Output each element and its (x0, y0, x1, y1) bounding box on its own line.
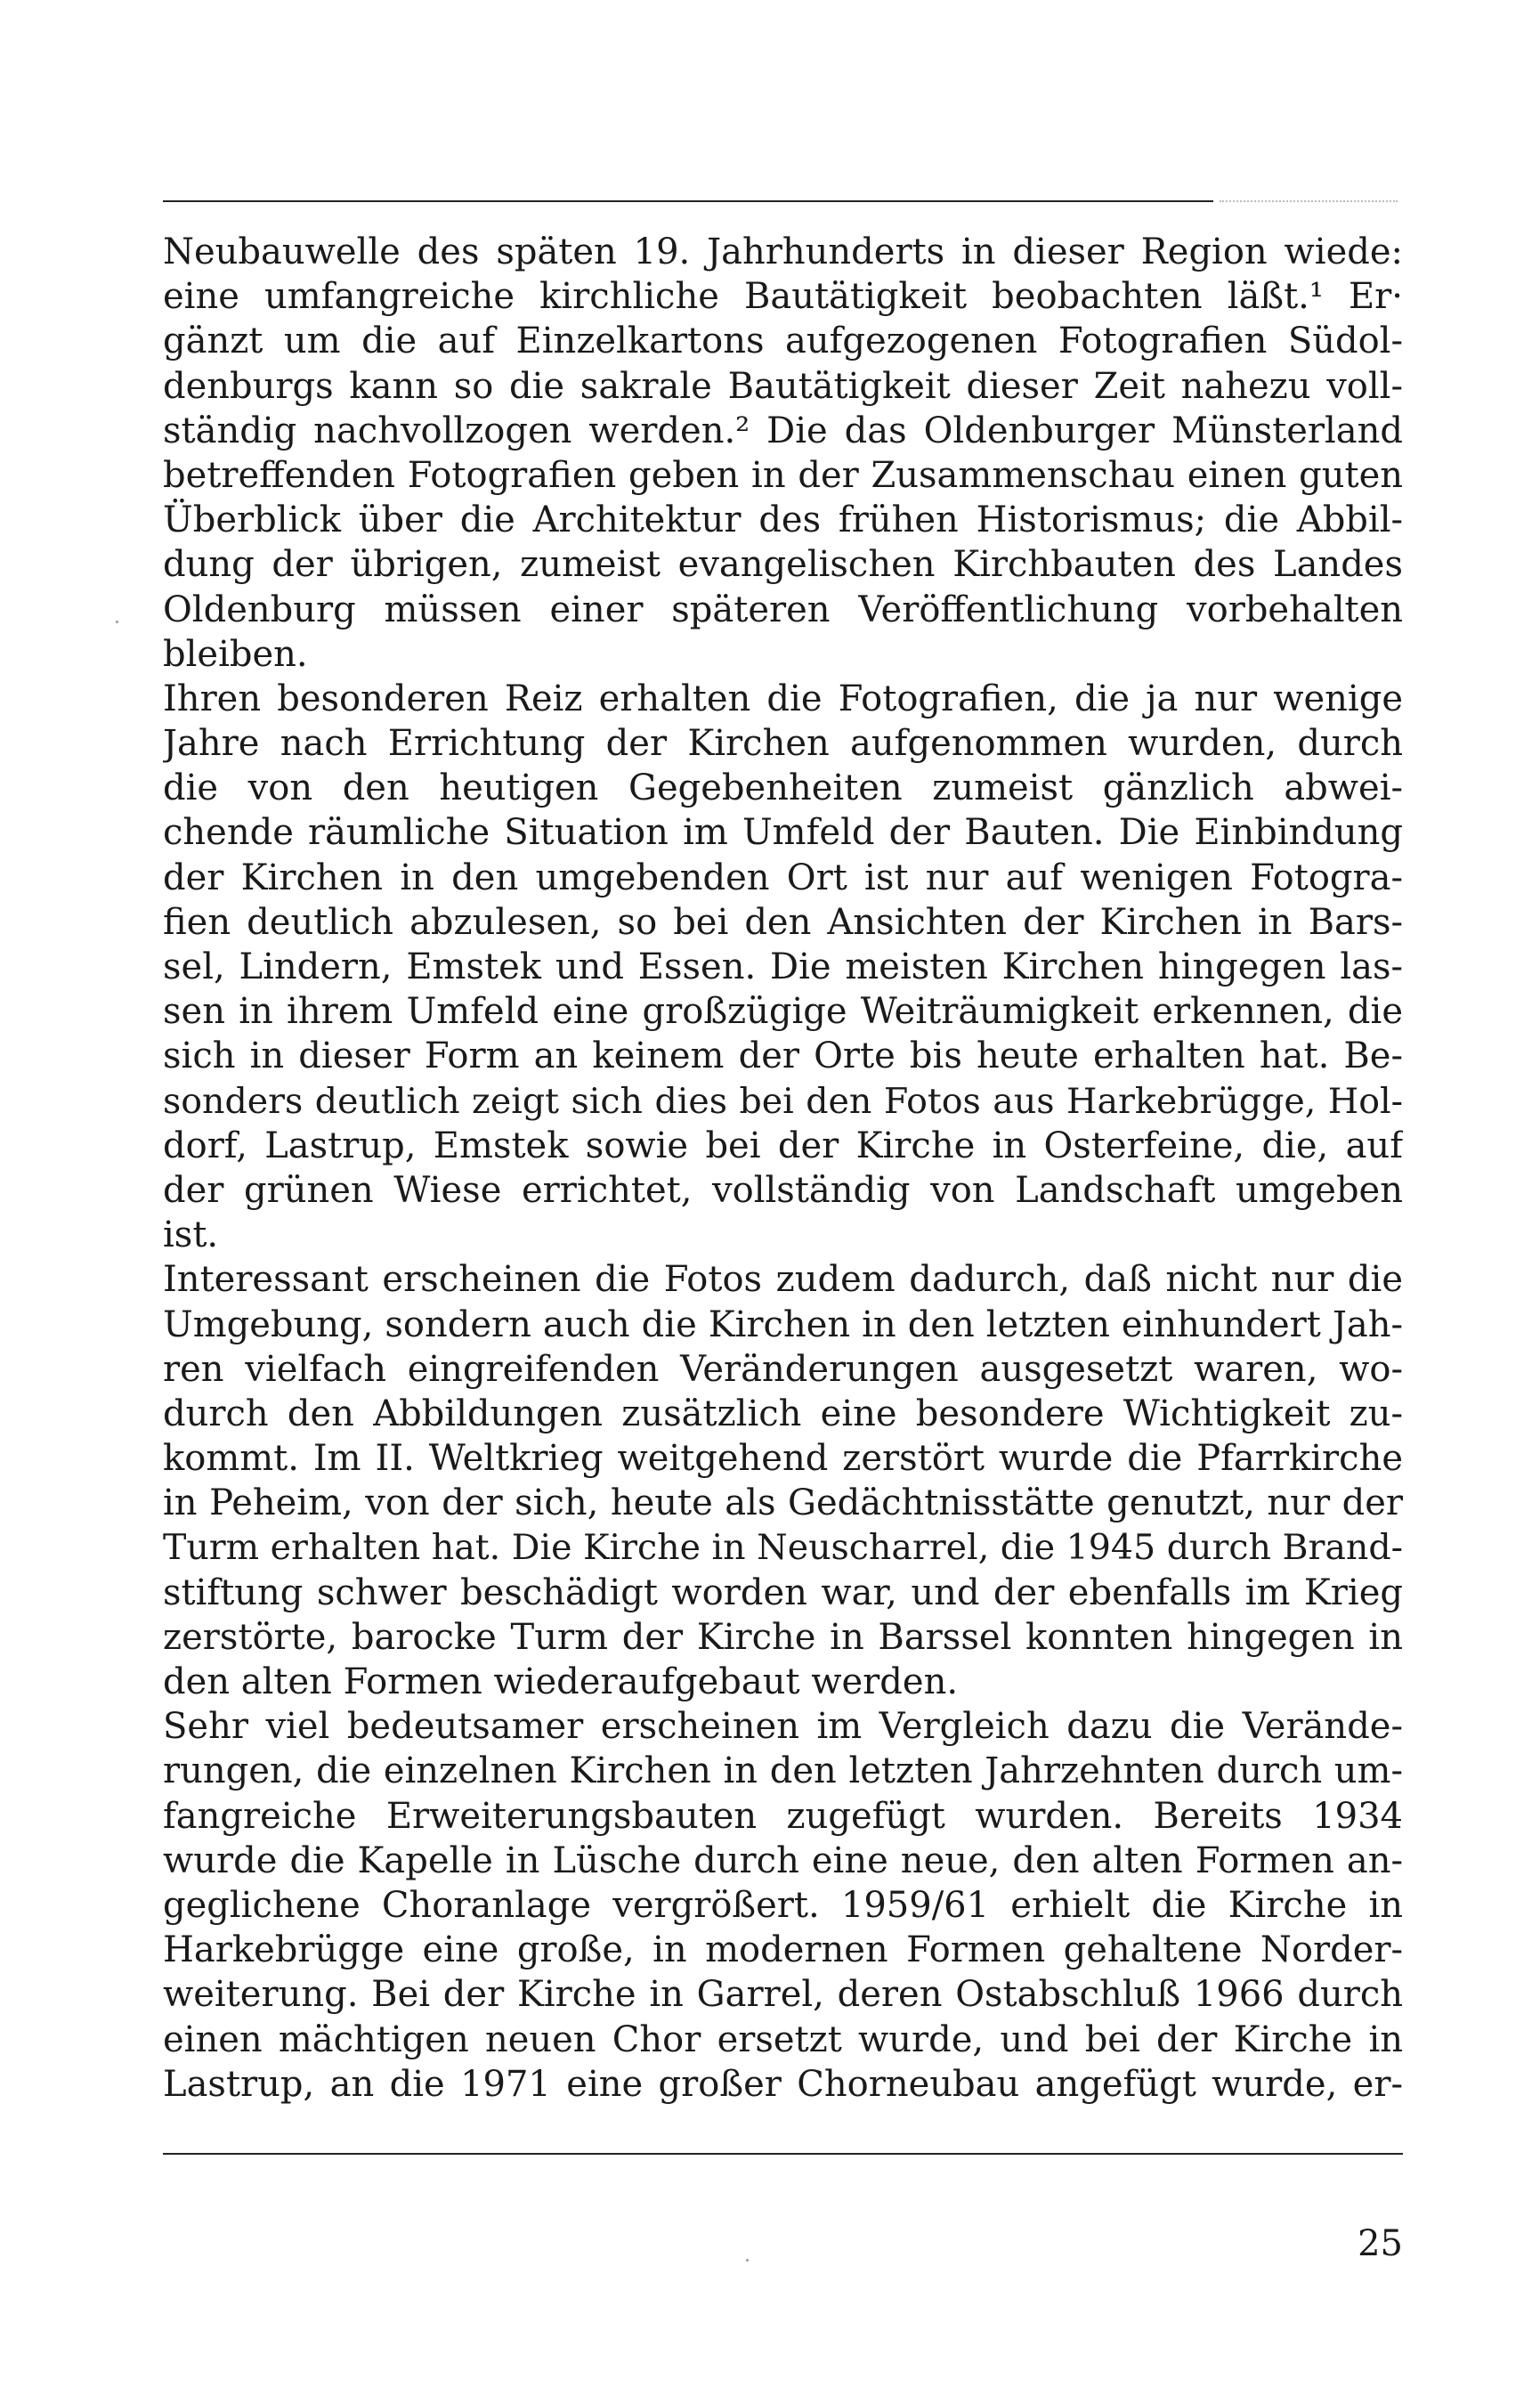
text-line: Überblick über die Architektur des frühen Historismus; die Abbil- (163, 499, 1403, 541)
text-line: den alten Formen wiederaufgebaut werden. (163, 1661, 959, 1702)
text-line: die von den heutigen Gegebenheiten zumeist gänzlich abwei- (163, 767, 1403, 809)
text-line: der Kirchen in den umgebenden Ort ist nur auf wenigen Fotogra- (163, 857, 1403, 898)
body-text (163, 230, 1403, 2107)
text-line: denburgs kann so die sakrale Bautätigkeit dieser Zeit nahezu voll- (163, 365, 1403, 407)
text-line: weiterung. Bei der Kirche in Garrel, deren Ostabschluß 1966 durch (163, 1974, 1403, 2016)
text-line: Neubauwelle des späten 19. Jahrhunderts in dieser Region wiede: (163, 231, 1403, 272)
text-line: Interessant erscheinen die Fotos zudem dadurch, daß nicht nur die (163, 1259, 1403, 1301)
text-line: sel, Lindern, Emstek und Essen. Die meisten Kirchen hingegen las- (163, 946, 1403, 987)
text-line: fien deutlich abzulesen, so bei den Ansichten der Kirchen in Bars- (163, 901, 1403, 943)
text-line: einen mächtigen neuen Chor ersetzt wurde, und bei der Kirche in (163, 2018, 1403, 2060)
scan-speck (746, 2259, 749, 2262)
text-line: gänzt um die auf Einzelkartons aufgezogenen Fotografien Südol- (163, 321, 1403, 362)
top-rule-faint-extension (1220, 200, 1398, 202)
text-line: Turm erhalten hat. Die Kirche in Neuscharrel, die 1945 durch Brand- (163, 1527, 1403, 1569)
text-line: in Peheim, von der sich, heute als Gedächtnisstätte genutzt, nur der (163, 1482, 1403, 1524)
text-line: kommt. Im II. Weltkrieg weitgehend zerstört wurde die Pfarrkirche (163, 1438, 1403, 1480)
scan-speck (116, 621, 118, 623)
text-line: Umgebung, sondern auch die Kirchen in den letzten einhundert Jah- (163, 1304, 1403, 1345)
text-line: bleiben. (163, 633, 308, 675)
text-line: Harkebrügge eine große, in modernen Formen gehaltene Norder- (163, 1929, 1403, 1971)
text-line: zerstörte, barocke Turm der Kirche in Barssel konnten hingegen in (163, 1616, 1403, 1658)
text-line: eine umfangreiche kirchliche Bautätigkeit beobachten läßt.¹ Er· (163, 276, 1403, 318)
top-rule (163, 200, 1213, 202)
text-line: der grünen Wiese errichtet, vollständig von Landschaft umgeben (163, 1169, 1403, 1211)
text-line: Jahre nach Errichtung der Kirchen aufgenommen wurden, durch (163, 723, 1403, 765)
text-line: wurde die Kapelle in Lüsche durch eine neue, den alten Formen an- (163, 1840, 1403, 1881)
text-line: rungen, die einzelnen Kirchen in den letzten Jahrzehnten durch um- (163, 1750, 1403, 1792)
text-line: fangreiche Erweiterungsbauten zugefügt wurden. Bereits 1934 (163, 1795, 1403, 1837)
bottom-rule (163, 2153, 1403, 2155)
text-line: ren vielfach eingreifenden Veränderungen ausgesetzt waren, wo- (163, 1348, 1403, 1390)
page-number: 25 (1358, 2223, 1403, 2264)
text-line: Lastrup, an die 1971 eine großer Chorneubau angefügt wurde, er- (163, 2063, 1403, 2105)
text-line: sich in dieser Form an keinem der Orte bis heute erhalten hat. Be- (163, 1036, 1403, 1077)
text-line: dorf, Lastrup, Emstek sowie bei der Kirche in Osterfeine, die, auf (163, 1125, 1403, 1166)
text-line: geglichene Choranlage vergrößert. 1959/61 erhielt die Kirche in (163, 1884, 1403, 1926)
text-line: durch den Abbildungen zusätzlich eine besondere Wichtigkeit zu- (163, 1393, 1403, 1434)
text-line: ist. (163, 1214, 219, 1256)
text-line: stiftung schwer beschädigt worden war, und der ebenfalls im Krieg (163, 1572, 1403, 1613)
text-line: chende räumliche Situation im Umfeld der Bauten. Die Einbindung (163, 812, 1403, 854)
text-line: sonders deutlich zeigt sich dies bei den Fotos aus Harkebrügge, Hol- (163, 1080, 1403, 1122)
text-line: Sehr viel bedeutsamer erscheinen im Vergleich dazu die Verände- (163, 1706, 1403, 1748)
text-line: Ihren besonderen Reiz erhalten die Fotografien, die ja nur wenige (163, 678, 1403, 719)
text-line: betreffenden Fotografien geben in der Zusammenschau einen guten (163, 454, 1403, 496)
text-line: dung der übrigen, zumeist evangelischen Kirchbauten des Landes (163, 544, 1403, 586)
text-line: ständig nachvollzogen werden.² Die das Oldenburger Münsterland (163, 410, 1403, 451)
text-line: Oldenburg müssen einer späteren Veröffentlichung vorbehalten (163, 589, 1403, 630)
text-line: sen in ihrem Umfeld eine großzügige Weiträumigkeit erkennen, die (163, 991, 1403, 1033)
